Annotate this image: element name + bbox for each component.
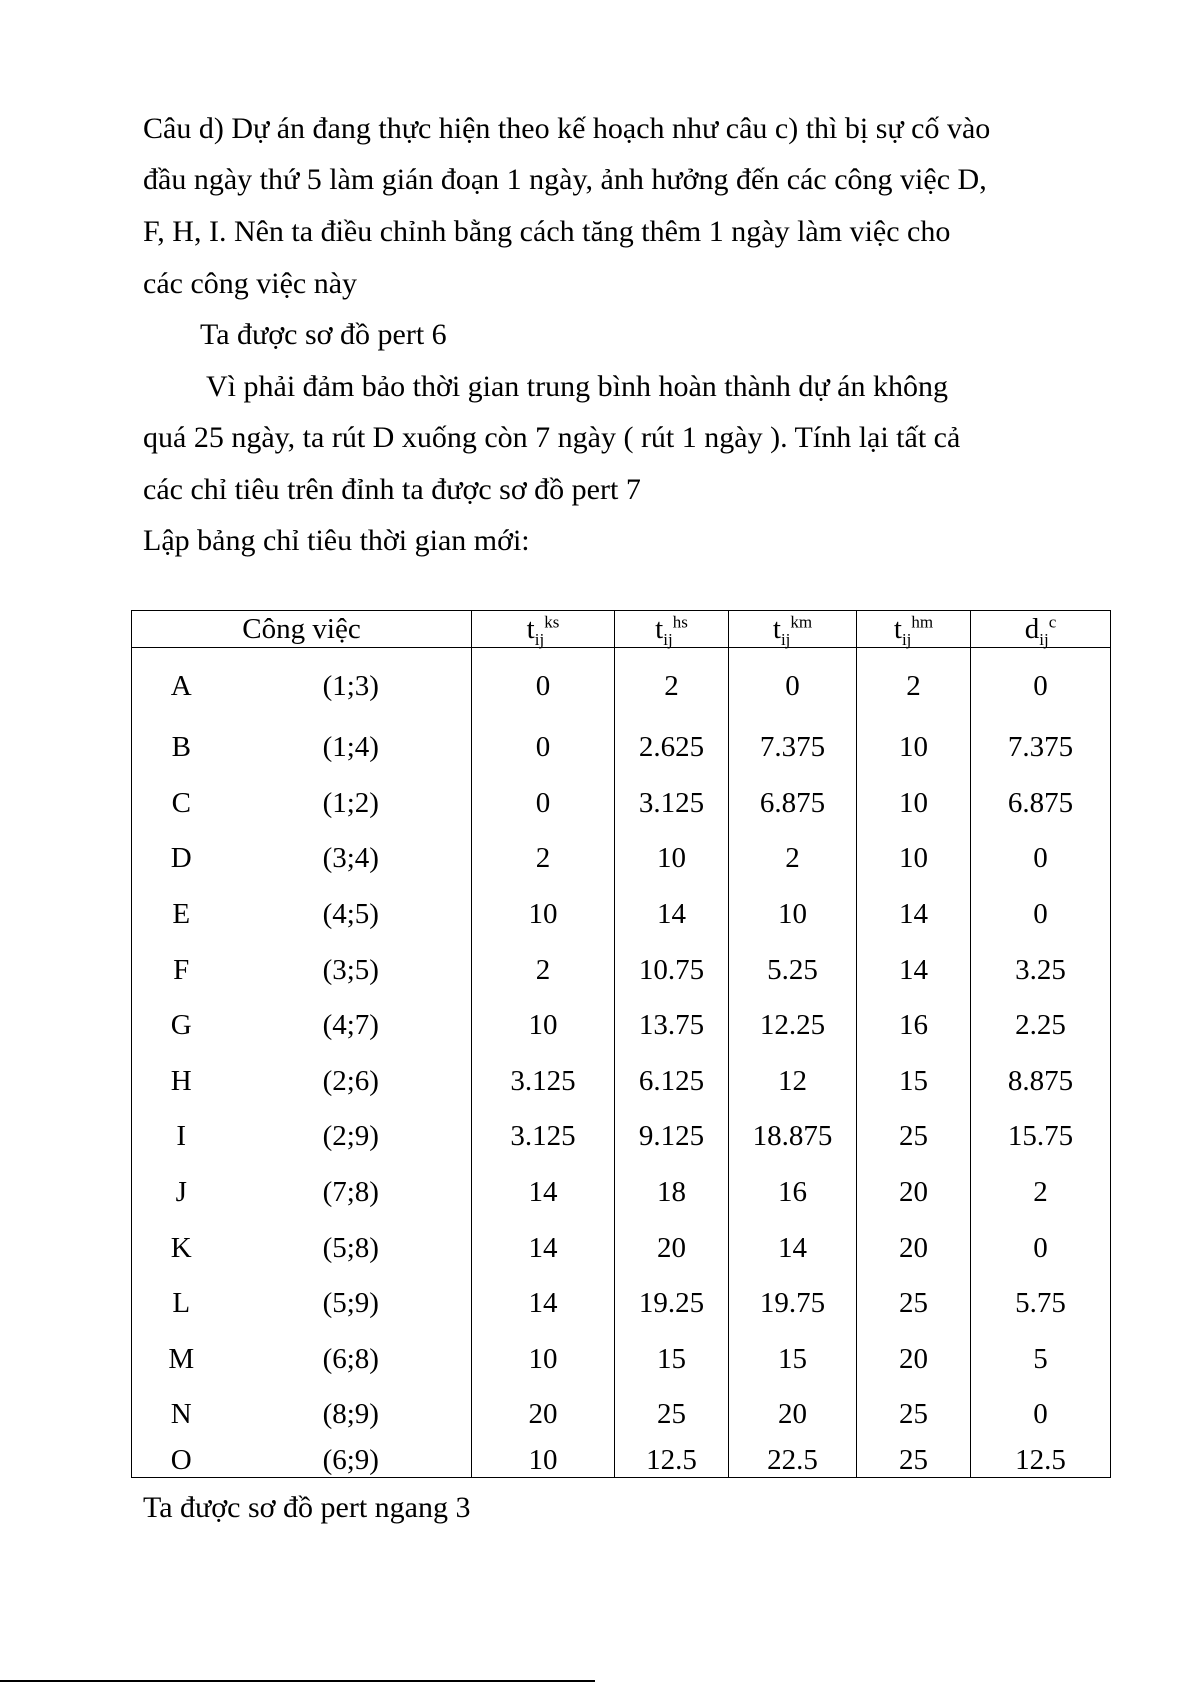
cell-t-hm: 14 (857, 942, 971, 998)
cell-arc: (7;8) (231, 1165, 472, 1221)
header-t-hs: $t_{ij}^{hs}$ (615, 611, 729, 648)
cell-task: C (132, 776, 231, 832)
cell-task: F (132, 942, 231, 998)
paragraph-line: Câu d) Dự án đang thực hiện theo kế hoạch như câu c) thì bị sự cố vào (143, 112, 991, 145)
cell-t-hs: 9.125 (615, 1109, 729, 1165)
cell-t-hs: 20 (615, 1220, 729, 1276)
cell-t-hs: 13.75 (615, 998, 729, 1054)
table-row (132, 776, 1111, 832)
cell-t-hs: 10.75 (615, 942, 729, 998)
table-row (132, 720, 1111, 776)
cell-t-km: 15 (729, 1332, 857, 1388)
cell-d-c: 2.25 (971, 998, 1111, 1054)
cell-task: D (132, 831, 231, 887)
cell-t-hm: 10 (857, 720, 971, 776)
table-caption: Lập bảng chỉ tiêu thời gian mới: (143, 524, 530, 557)
cell-d-c: 6.875 (971, 776, 1111, 832)
cell-d-c: 8.875 (971, 1054, 1111, 1110)
cell-t-ks: 10 (472, 1332, 615, 1388)
paragraph-line: quá 25 ngày, ta rút D xuống còn 7 ngày ( rút 1 ngày ). Tính lại tất cả (143, 421, 961, 454)
cell-t-km: 22.5 (729, 1443, 857, 1478)
cell-arc: (5;8) (231, 1220, 472, 1276)
table-row (132, 1332, 1111, 1388)
cell-task: L (132, 1276, 231, 1332)
cell-t-km: 12.25 (729, 998, 857, 1054)
time-indicators-table (131, 610, 1111, 1478)
cell-t-hm: 2 (857, 648, 971, 721)
cell-task: M (132, 1332, 231, 1388)
table-row (132, 1443, 1111, 1478)
cell-task: E (132, 887, 231, 943)
cell-t-hs: 12.5 (615, 1443, 729, 1478)
cell-t-km: 10 (729, 887, 857, 943)
cell-t-hs: 6.125 (615, 1054, 729, 1110)
cell-t-ks: 10 (472, 998, 615, 1054)
paragraph-line: Ta được sơ đồ pert 6 (200, 318, 447, 351)
cell-t-ks: 0 (472, 776, 615, 832)
footer-rule (0, 1680, 595, 1682)
cell-t-hm: 20 (857, 1165, 971, 1221)
paragraph-line: đầu ngày thứ 5 làm gián đoạn 1 ngày, ảnh hưởng đến các công việc D, (143, 163, 987, 196)
header-d-c: $d_{ij}^c$ (971, 611, 1111, 648)
cell-arc: (6;9) (231, 1443, 472, 1478)
cell-t-km: 20 (729, 1387, 857, 1443)
cell-task: B (132, 720, 231, 776)
cell-t-hm: 15 (857, 1054, 971, 1110)
cell-t-km: 7.375 (729, 720, 857, 776)
cell-d-c: 15.75 (971, 1109, 1111, 1165)
cell-d-c: 2 (971, 1165, 1111, 1221)
cell-t-ks: 2 (472, 831, 615, 887)
cell-arc: (2;9) (231, 1109, 472, 1165)
cell-task: O (132, 1443, 231, 1478)
cell-d-c: 0 (971, 1387, 1111, 1443)
header-t-hm: $t_{ij}^{hm}$ (857, 611, 971, 648)
cell-t-hm: 14 (857, 887, 971, 943)
cell-t-hs: 18 (615, 1165, 729, 1221)
cell-t-hm: 10 (857, 776, 971, 832)
cell-arc: (3;5) (231, 942, 472, 998)
cell-d-c: 0 (971, 887, 1111, 943)
cell-t-hm: 25 (857, 1109, 971, 1165)
table-row (132, 1109, 1111, 1165)
table-row (132, 1387, 1111, 1443)
table-body (132, 648, 1111, 1478)
cell-task: A (132, 648, 231, 721)
table-header-row (132, 611, 1111, 648)
cell-t-ks: 20 (472, 1387, 615, 1443)
cell-task: N (132, 1387, 231, 1443)
cell-t-hm: 10 (857, 831, 971, 887)
cell-task: I (132, 1109, 231, 1165)
paragraph-line: F, H, I. Nên ta điều chỉnh bằng cách tăng thêm 1 ngày làm việc cho (143, 215, 951, 248)
cell-t-hs: 10 (615, 831, 729, 887)
cell-d-c: 0 (971, 1220, 1111, 1276)
header-t-km: $t_{ij}^{km}$ (729, 611, 857, 648)
cell-arc: (4;5) (231, 887, 472, 943)
table-row (132, 942, 1111, 998)
cell-t-km: 0 (729, 648, 857, 721)
paragraph-line: các công việc này (143, 267, 358, 300)
cell-t-ks: 2 (472, 942, 615, 998)
cell-d-c: 12.5 (971, 1443, 1111, 1478)
cell-d-c: 7.375 (971, 720, 1111, 776)
cell-t-hm: 16 (857, 998, 971, 1054)
cell-t-ks: 3.125 (472, 1054, 615, 1110)
cell-t-hm: 20 (857, 1220, 971, 1276)
cell-arc: (2;6) (231, 1054, 472, 1110)
cell-t-ks: 14 (472, 1165, 615, 1221)
cell-arc: (1;2) (231, 776, 472, 832)
cell-t-km: 12 (729, 1054, 857, 1110)
cell-t-hm: 25 (857, 1443, 971, 1478)
cell-t-hm: 25 (857, 1276, 971, 1332)
cell-t-ks: 0 (472, 648, 615, 721)
cell-task: G (132, 998, 231, 1054)
cell-t-hs: 3.125 (615, 776, 729, 832)
cell-task: K (132, 1220, 231, 1276)
cell-arc: (4;7) (231, 998, 472, 1054)
cell-arc: (6;8) (231, 1332, 472, 1388)
cell-t-hm: 25 (857, 1387, 971, 1443)
cell-d-c: 3.25 (971, 942, 1111, 998)
cell-t-km: 19.75 (729, 1276, 857, 1332)
table-row (132, 998, 1111, 1054)
cell-d-c: 5.75 (971, 1276, 1111, 1332)
closing-line: Ta được sơ đồ pert ngang 3 (143, 1491, 471, 1524)
table-row (132, 1220, 1111, 1276)
cell-arc: (8;9) (231, 1387, 472, 1443)
paragraph-line: các chỉ tiêu trên đỉnh ta được sơ đồ pert 7 (143, 473, 641, 506)
table-row (132, 1276, 1111, 1332)
cell-arc: (1;4) (231, 720, 472, 776)
cell-t-ks: 10 (472, 1443, 615, 1478)
table-row (132, 1054, 1111, 1110)
cell-t-km: 5.25 (729, 942, 857, 998)
table-row (132, 831, 1111, 887)
cell-task: J (132, 1165, 231, 1221)
table-row (132, 887, 1111, 943)
cell-t-ks: 10 (472, 887, 615, 943)
cell-t-hs: 25 (615, 1387, 729, 1443)
cell-d-c: 0 (971, 648, 1111, 721)
cell-t-ks: 14 (472, 1276, 615, 1332)
cell-t-km: 16 (729, 1165, 857, 1221)
cell-t-hs: 15 (615, 1332, 729, 1388)
cell-arc: (3;4) (231, 831, 472, 887)
cell-t-km: 18.875 (729, 1109, 857, 1165)
cell-arc: (1;3) (231, 648, 472, 721)
cell-t-ks: 0 (472, 720, 615, 776)
cell-d-c: 0 (971, 831, 1111, 887)
table-row (132, 1165, 1111, 1221)
cell-t-hs: 2.625 (615, 720, 729, 776)
cell-t-hs: 14 (615, 887, 729, 943)
cell-arc: (5;9) (231, 1276, 472, 1332)
cell-d-c: 5 (971, 1332, 1111, 1388)
cell-t-hm: 20 (857, 1332, 971, 1388)
table-row (132, 648, 1111, 721)
cell-t-ks: 14 (472, 1220, 615, 1276)
cell-t-ks: 3.125 (472, 1109, 615, 1165)
paragraph-line: Vì phải đảm bảo thời gian trung bình hoàn thành dự án không (206, 370, 949, 403)
header-task: Công việc (132, 611, 472, 648)
cell-t-hs: 2 (615, 648, 729, 721)
cell-t-km: 14 (729, 1220, 857, 1276)
cell-t-hs: 19.25 (615, 1276, 729, 1332)
header-t-ks: $t_{ij}^{ks}$ (472, 611, 615, 648)
cell-t-km: 6.875 (729, 776, 857, 832)
cell-task: H (132, 1054, 231, 1110)
cell-t-km: 2 (729, 831, 857, 887)
